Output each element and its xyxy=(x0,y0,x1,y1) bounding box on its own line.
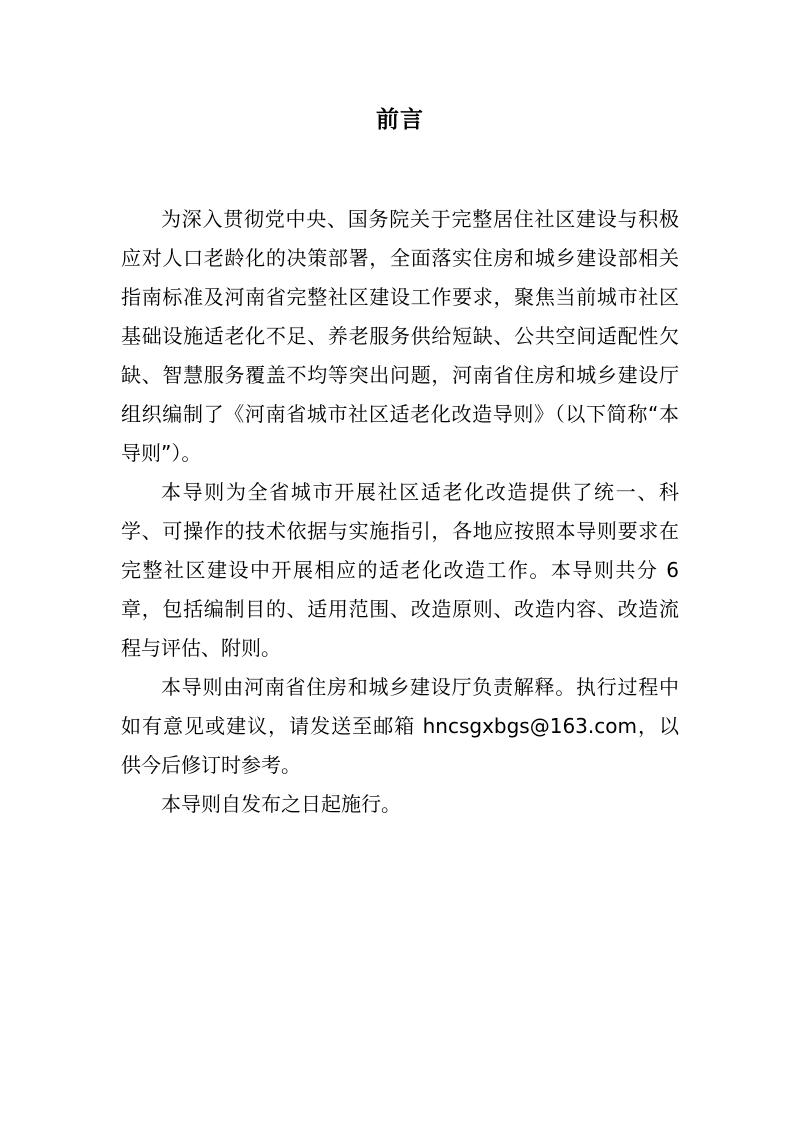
page-title: 前言 xyxy=(376,107,424,133)
paragraph-background: 为深入贯彻党中央、国务院关于完整居住社区建设与积极应对人口老龄化的决策部署，全面落实住房和城乡建设部相关指南标准及河南省完整社区建设工作要求，聚焦当前城市社区基础设施适老化不足、养老服务供给短缺、公共空间适配性欠缺、智慧服务覆盖不均等突出问题，河南省住房和城乡建设厅组织编制了《河南省城市社区适老化改造导则》（以下简称“本导则”）。 xyxy=(121,207,679,465)
document-body xyxy=(121,200,679,824)
paragraph-interpretation: 本导则由河南省住房和城乡建设厅负责解释。执行过程中如有意见或建议，请发送至邮箱 hncsgxbgs@163.com，以供今后修订时参考。 xyxy=(121,675,679,777)
paragraph-effective-date: 本导则自发布之日起施行。 xyxy=(161,792,401,816)
paragraph-scope: 本导则为全省城市开展社区适老化改造提供了统一、科学、可操作的技术依据与实施指引，各地应按照本导则要求在完整社区建设中开展相应的适老化改造工作。本导则共分 6 章，包括编制目的、适用范围、改造原则、改造内容、改造流程与评估、附则。 xyxy=(121,480,679,660)
